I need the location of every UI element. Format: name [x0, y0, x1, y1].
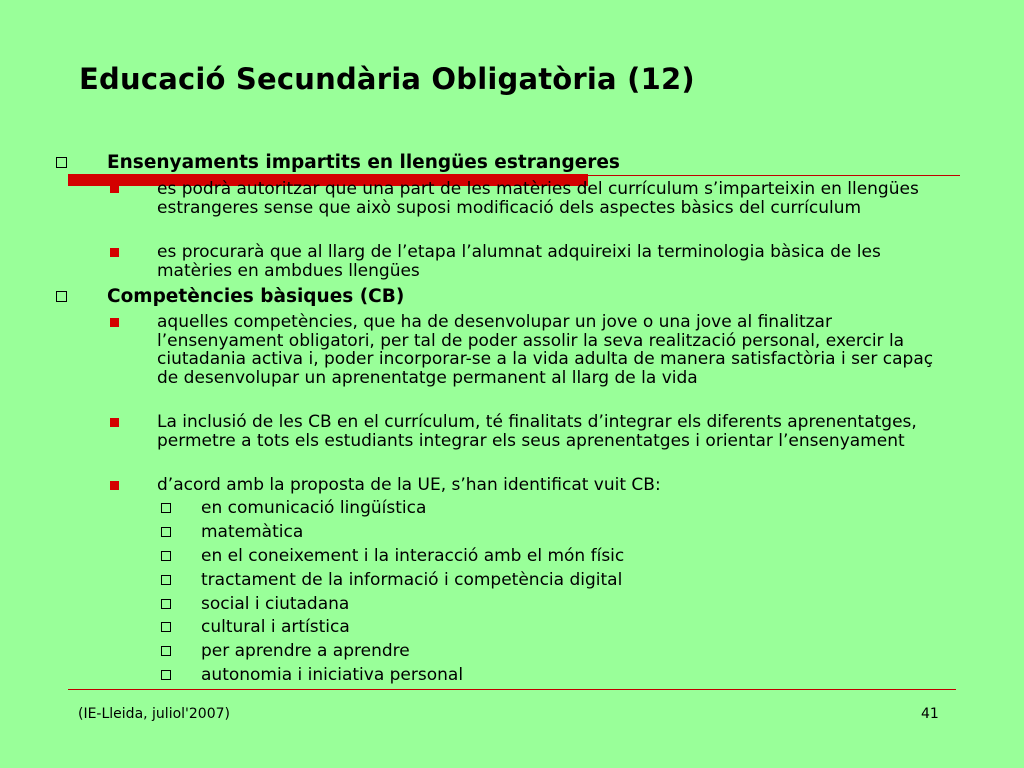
hollow-square-subbullet-icon — [161, 551, 171, 561]
bullet-text: d’acord amb la proposta de la UE, s’han identificat vuit CB: — [157, 475, 661, 495]
competence-item: autonomia i iniciativa personal — [201, 665, 464, 685]
hollow-square-subbullet-icon — [161, 670, 171, 680]
slide-title: Educació Secundària Obligatòria (12) — [79, 62, 695, 96]
red-square-bullet-icon — [110, 184, 119, 193]
competence-item: tractament de la informació i competència digital — [201, 570, 623, 590]
bullet-text: es podrà autoritzar que una part de les matèries del currículum s’imparteixin en llengües estrangeres sense que això suposi modificació dels aspectes bàsics del currículum — [157, 179, 919, 218]
section-heading-basic-competences: Competències bàsiques (CB) — [107, 286, 405, 307]
page-number: 41 — [921, 706, 939, 722]
bullet-text: aquelles competències, que ha de desenvolupar un jove o una jove al finalitzar l’ensenyament obligatori, per tal de poder assolir la seva realització personal, exercir la ciutadania activa i, poder incorporar-se a la vida adulta de manera satisfactòria i ser capaç de desenvolupar un aprenentatge permanent al llarg de la vida — [157, 312, 934, 388]
competence-item: per aprendre a aprendre — [201, 641, 410, 661]
red-square-bullet-icon — [110, 248, 119, 257]
hollow-square-bullet-icon — [56, 157, 67, 168]
hollow-square-bullet-icon — [56, 291, 67, 302]
section-heading-foreign-languages: Ensenyaments impartits en llengües estrangeres — [107, 152, 620, 173]
footer-divider — [68, 689, 956, 690]
hollow-square-subbullet-icon — [161, 527, 171, 537]
red-square-bullet-icon — [110, 481, 119, 490]
bullet-text: es procurarà que al llarg de l’etapa l’alumnat adquireixi la terminologia bàsica de les matèries en ambdues llengües — [157, 242, 881, 281]
hollow-square-subbullet-icon — [161, 622, 171, 632]
red-square-bullet-icon — [110, 318, 119, 327]
competence-item: en comunicació lingüística — [201, 498, 427, 518]
hollow-square-subbullet-icon — [161, 599, 171, 609]
competence-item: social i ciutadana — [201, 594, 350, 614]
competence-item: en el coneixement i la interacció amb el món físic — [201, 546, 625, 566]
red-square-bullet-icon — [110, 418, 119, 427]
competence-item: cultural i artística — [201, 617, 350, 637]
competence-item: matemàtica — [201, 522, 304, 542]
footer-source: (IE-Lleida, juliol'2007) — [78, 706, 230, 722]
bullet-text: La inclusió de les CB en el currículum, té finalitats d’integrar els diferents aprenentatges, permetre a tots els estudiants integrar els seus aprenentatges i orientar l’ensenyament — [157, 412, 917, 451]
hollow-square-subbullet-icon — [161, 575, 171, 585]
hollow-square-subbullet-icon — [161, 646, 171, 656]
hollow-square-subbullet-icon — [161, 503, 171, 513]
